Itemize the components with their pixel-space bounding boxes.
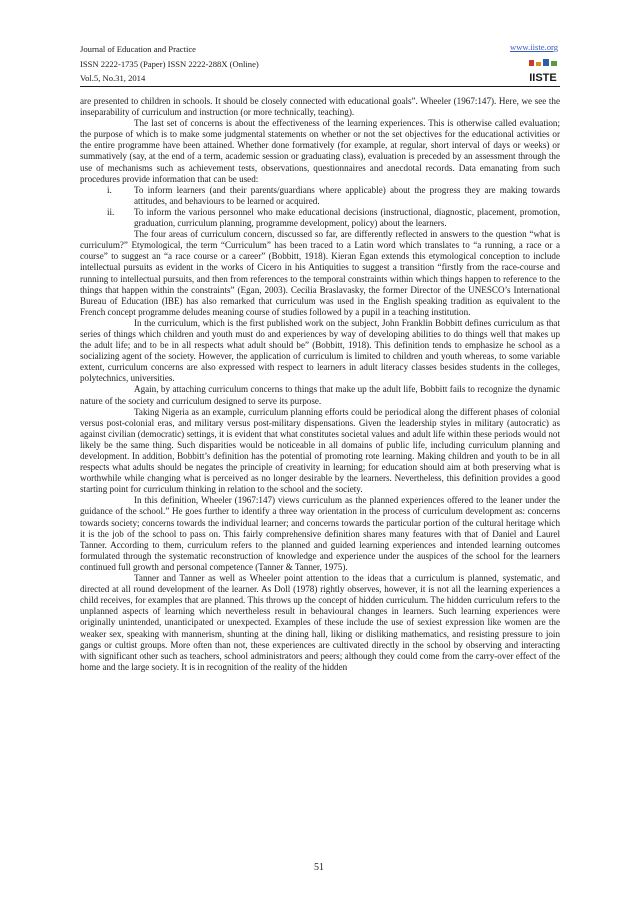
paragraph-4: In the curriculum, which is the first published work on the subject, John Franklin Bobbitt defines curriculum as that series of things which children and youth must do and experiences by way of developing abilities to do things well that makes up the adult life; and to be in all respects what adult should be” (Bobbitt, 1918). This definition tends to emphasize he school as a socializing agent of the society. However, the application of curriculum is limited to children and youth whereas, to some variable extent, curriculum concerns are also expressed with respect to learners in adult literacy classes besides students in the colleges, polytechnics, universities. (80, 317, 560, 384)
logo-text: IISTE (529, 72, 557, 84)
paragraph-8: Tanner and Tanner as well as Wheeler point attention to the ideas that a curriculum is planned, systematic, and directed at all round development of the learner. As Doll (1978) rightly observes, however, it is not all the learning experiences a child receives, for examples that are planned. This throws up the concept of hidden curriculum. The hidden curriculum refers to the unplanned aspects of learning which nevertheless result in behavioural changes in learners. Such learning experiences were originally unintended, unanticipated or unexpected. Examples of these include the use of sexiest expression like women are the weaker sex, speaking with mannerism, shunting at the dining hall, liking or disliking mathematics, and resisting pressure to join gangs or cultist groups. More often than not, these experiences are cultivated directly in the school by observing and interacting with significant other such as teachers, school administrators and peers; although they could come from the carry-over effect of the home and the large society. It is in recognition of the reality of the hidden (80, 573, 560, 672)
journal-header (80, 42, 259, 86)
iiste-logo (527, 58, 559, 88)
list-item (107, 206, 560, 229)
journal-volume: Vol.5, No.31, 2014 (80, 73, 146, 83)
paragraph-5: Again, by attaching curriculum concerns to things that make up the adult life, Bobbitt fails to recognize the dynamic nature of the society and curriculum designed to serve its purpose. (80, 384, 560, 406)
paragraph-2: The last set of concerns is about the effectiveness of the learning experiences. This is otherwise called evaluation; the purpose of which is to make some judgmental statements on whether or not the set objectives for the educational activities or the entire programme have been attained. Whether done formatively (for example, at regular, short interval of days or weeks) or summatively (say, at the end of a term, academic session or graduating class), evaluation is preceded by an assessment through the use of mechanisms such as achievement tests, observations, questionnaires and anecdotal records. Data emanating from such procedures provide information that can be used: (80, 118, 560, 184)
list-item-number: i. (107, 184, 112, 195)
purpose-list (80, 185, 560, 229)
journal-issn: ISSN 2222-1735 (Paper) ISSN 2222-288X (Online) (80, 58, 259, 69)
paragraph-7: In this definition, Wheeler (1967:147) views curriculum as the planned experiences offered to the leaner under the guidance of the school.” He goes further to identify a three way orientation in the process of curriculum development as: concerns towards society; concerns towards the individual learner; and concerns towards the particular portion of the cultural heritage which it is the job of the school to pass on. This fairly comprehensive definition shares many features with that of Daniel and Laurel Tanner. According to them, curriculum refers to the planned and guided learning experiences and intended learning outcomes formulated through the systematic reconstruction of knowledge and experience under the auspices of the school for the learners continued full growth and personal competence (Tanner & Tanner, 1975). (80, 495, 560, 572)
list-item-text: To inform learners (and their parents/guardians where applicable) about the progress they are making towards attitudes, and behaviours to be learned or acquired. (134, 184, 560, 206)
list-item (107, 184, 560, 207)
list-item-number: ii. (107, 206, 115, 217)
paragraph-3: The four areas of curriculum concern, discussed so far, are differently reflected in answers to the question “what is curriculum?” Etymological, the term “Curriculum” has been traced to a Latin word which translates to “a running, a race or a course” to suggest an “a race course or a career” (Bobbitt, 1918). Kieran Egan extends this etymological conception to include intellectual pursuits as evident in the works of Cicero in his Antiquities to suggest a transition “firstly from the race-course and running to intellectual pursuits, and then from references to the temporal constraints within which things happen to reference to the things that happen within the constraints” (Egan, 2003). Cecilia Braslavasky, the former Director of the UNESCO’s International Bureau of Education (IBE) has also remarked that curriculum was used in the English speaking tradition as equivalent to the French concept programme deludes meaning course of studies followed by a pupil in a teaching institution. (80, 229, 560, 317)
header-rule (80, 86, 560, 87)
article-body (80, 96, 560, 673)
journal-title: Journal of Education and Practice (80, 44, 196, 54)
page-number: 51 (314, 862, 324, 873)
list-item-text: To inform the various personnel who make educational decisions (instructional, diagnostic, placement, promotion, graduation, curriculum planning, programme development, policy) about the learners. (134, 206, 560, 229)
journal-url-link[interactable]: www.iiste.org (510, 42, 558, 52)
paragraph-6: Taking Nigeria as an example, curriculum planning efforts could be periodical along the different phases of colonial versus post-colonial eras, and military versus post-military dispensations. Given the leadership styles in military (autocratic) as against civilian (democratic) settings, it is evident that what constitutes societal values and adult life within these periods would not likely be the same thing. Such disparities would be noticeable in all domains of public life, including curriculum planning and development. In addition, Bobbitt’s definition has the potential of promoting rote learning. Making children and youth to be in all respects what adults should be negates the principle of creativity in learning; for education should aim at both preserving what is worthwhile while changing what is perceived as no longer desirable by the learners. Nevertheless, this definition provides a good starting point for curriculum thinking in relation to the school and the society. (80, 406, 560, 495)
paragraph-1: are presented to children in schools. It should be closely connected with educational goals”. Wheeler (1967:147). Here, we see the inseparability of curriculum and instruction (or more technically, teaching). (80, 96, 560, 118)
